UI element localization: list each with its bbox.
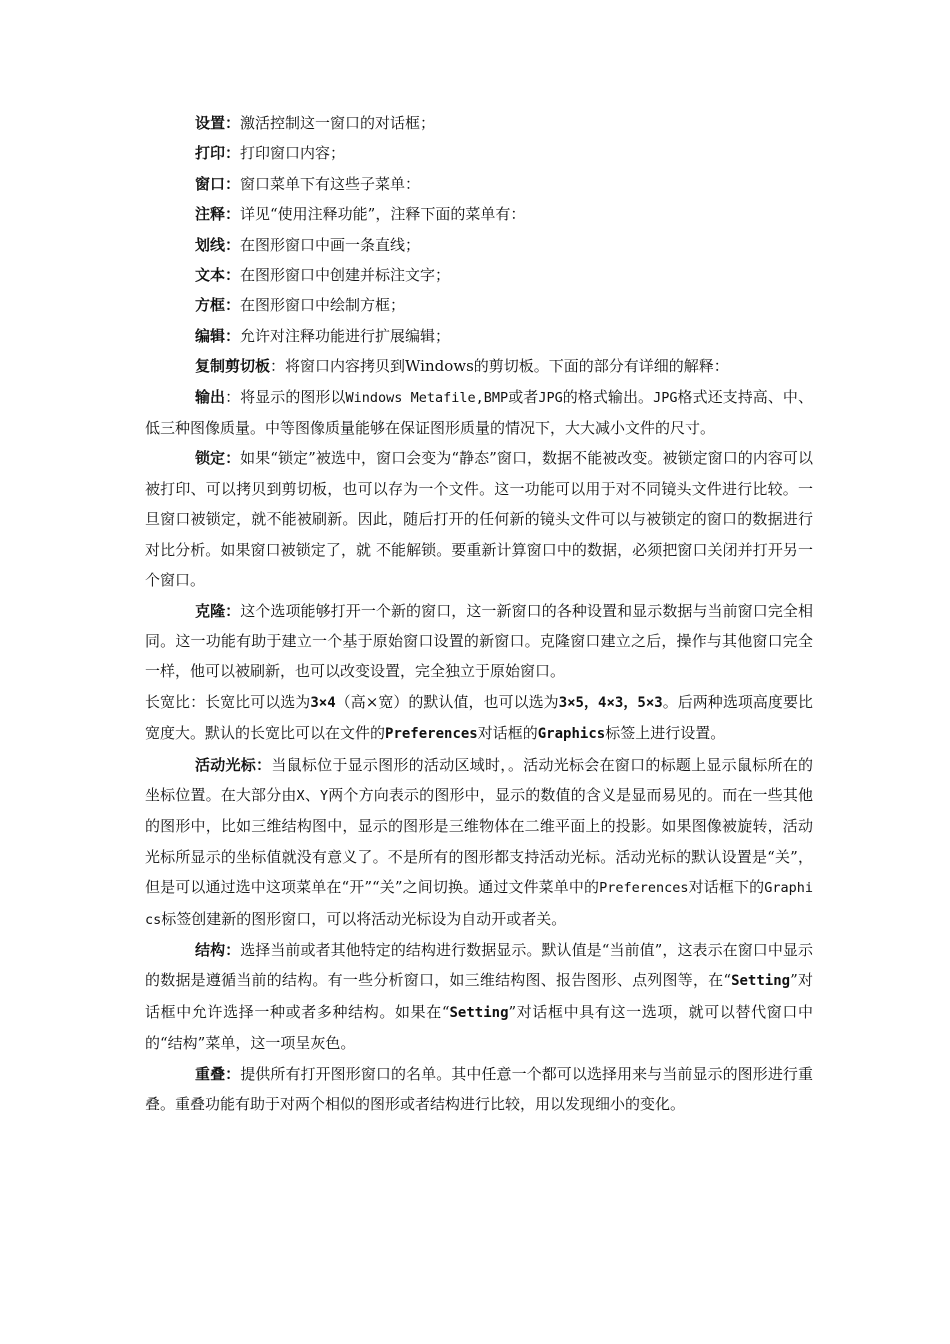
dialog-name: Setting — [449, 1004, 509, 1021]
term-label: 窗口： — [195, 174, 241, 193]
text-run: 对话框下的 — [688, 878, 765, 897]
dialog-name: Setting — [731, 973, 791, 990]
menu-item-edit — [145, 321, 813, 351]
term-label: 复制剪切板 — [195, 357, 271, 376]
paragraph-structure — [145, 935, 813, 1059]
term-description: 打印窗口内容； — [240, 144, 346, 163]
term-label: 划线： — [195, 235, 241, 254]
term-description: 如果“锁定”被选中，窗口会变为“静态”窗口，数据不能被改变。被锁定窗口的内容可以被打印、可以拷贝到剪切板，也可以存为一个文件。这一功能可以用于对不同镜头文件进行比较。一旦窗口被锁定，就不能被刷新。因此，随后打开的任何新的镜头文件可以与被锁定的窗口的数据进行对比分析。如果窗口被锁定了，就 不能解锁。要重新计算窗口中的数据，必须把窗口关闭并打开另一个窗口。 — [145, 449, 813, 590]
term-label: 注释： — [195, 205, 241, 224]
text-run: 标签上进行设置。 — [605, 724, 726, 743]
text-run: 、 — [304, 785, 320, 804]
text-run: 当鼠标位于显示图形的活动区域时，。活动光标会在窗口的标题上显示鼠标所在的坐标位置。在大部分由 — [145, 755, 813, 804]
term-label: 输出 — [195, 387, 226, 406]
axis-name: Y — [319, 787, 329, 804]
paragraph-clone — [145, 596, 813, 687]
dialog-name: Preferences — [385, 726, 478, 743]
menu-item-copy-clipboard — [145, 351, 813, 381]
term-label: 方框： — [195, 296, 241, 315]
term-description: 允许对注释功能进行扩展编辑； — [240, 326, 451, 345]
text-run: ”对话框中具有这一选项，就可以替代窗口中的“结构”菜单，这一项呈灰色。 — [145, 1002, 814, 1053]
menu-item-text — [145, 260, 813, 290]
text-run: ：将显示的图形以 — [225, 387, 346, 406]
tab-name: Graphics — [145, 880, 813, 928]
text-run: 标签创建新的图形窗口，可以将活动光标设为自动开或者关。 — [161, 909, 567, 928]
text-run: 。后两种选项高度要比宽度大。默认的长宽比可以在文件的 — [145, 692, 813, 743]
document-body — [145, 108, 813, 1119]
term-description: 提供所有打开图形窗口的名单。其中任意一个都可以选择用来与当前显示的图形进行重叠。重叠功能有助于对两个相似的图形或者结构进行比较，用以发现细小的变化。 — [145, 1064, 813, 1113]
dialog-name: Preferences — [599, 880, 689, 897]
term-label: 打印： — [195, 144, 241, 163]
menu-item-box — [145, 290, 813, 320]
term-description: 在图形窗口中画一条直线； — [240, 235, 421, 254]
term-description: 窗口菜单下有这些子菜单： — [240, 174, 421, 193]
term-description: ：将窗口内容拷贝到Windows的剪切板。下面的部分有详细的解释： — [270, 357, 729, 376]
text-run: 的格式输出。 — [562, 387, 654, 406]
paragraph-output — [145, 382, 813, 444]
text-run: 选择当前或者其他特定的结构进行数据显示。默认值是“当前值”，这表示在窗口中显示的数据是遵循当前的结构。有一些分析窗口，如三维结构图、报告图形、点列图等，在“ — [145, 940, 813, 990]
text-run: ”对话框中允许选择一种或者多种结构。如果在“ — [145, 971, 813, 1021]
menu-item-settings — [145, 108, 813, 138]
term-label: 编辑： — [195, 326, 241, 345]
menu-item-print — [145, 138, 813, 168]
term-label: 结构： — [195, 940, 241, 959]
term-description: 这个选项能够打开一个新的窗口，这一新窗口的各种设置和显示数据与当前窗口完全相同。这一功能有助于建立一个基于原始窗口设置的新窗口。克隆窗口建立之后，操作与其他窗口完全一样，他可以被刷新，也可以改变设置，完全独立于原始窗口。 — [145, 601, 813, 681]
term-label: 活动光标： — [195, 755, 272, 774]
menu-item-annotation — [145, 199, 813, 229]
text-run: 两个方向表示的图形中，显示的数值的含义是显而易见的。而在一些其他的图形中，比如三维结构图中，显示的图形是三维物体在二维平面上的投影。如果图像被旋转，活动光标所显示的坐标值就没有意义了。不是所有的图形都支持活动光标。活动光标的默认设置是“关”，但是可以通过选中这项菜单在“开”“关”之间切换。通过文件菜单中的 — [145, 785, 813, 897]
term-label: 设置： — [195, 114, 241, 132]
term-label: 文本： — [195, 266, 241, 285]
term-description: 在图形窗口中创建并标注文字； — [240, 266, 451, 285]
text-run: 格式还支持高、中、低三种图像质量。中等图像质量能够在保证图形质量的情况下，大大减小文件的尺寸。 — [145, 387, 813, 438]
paragraph-aspect-ratio — [145, 687, 813, 750]
text-run: 或者 — [508, 387, 539, 406]
term-label: 克隆： — [195, 601, 241, 620]
paragraph-overlay — [145, 1059, 813, 1120]
format-names: Windows Metafile,BMP — [345, 389, 509, 406]
text-run: （高×宽）的默认值，也可以选为 — [335, 692, 559, 711]
paragraph-active-cursor — [145, 750, 813, 935]
term-description: 详见“使用注释功能”，注释下面的菜单有： — [240, 205, 526, 224]
ratio-value: 3×4 — [310, 694, 336, 711]
format-name: JPG — [538, 389, 563, 406]
menu-item-line — [145, 230, 813, 260]
axis-name: X — [296, 787, 305, 804]
text-run: 长宽比：长宽比可以选为 — [145, 692, 311, 711]
menu-item-window — [145, 169, 813, 199]
ratio-values: 3×5，4×3，5×3 — [558, 694, 663, 711]
term-label: 锁定： — [195, 449, 241, 468]
paragraph-lock — [145, 443, 813, 595]
text-run: 对话框的 — [477, 724, 538, 743]
term-description: 在图形窗口中绘制方框； — [240, 296, 406, 315]
term-description: 激活控制这一窗口的对话框； — [240, 114, 436, 132]
term-label: 重叠： — [195, 1064, 241, 1083]
tab-name: Graphics — [537, 726, 606, 743]
format-name: JPG — [653, 389, 678, 406]
